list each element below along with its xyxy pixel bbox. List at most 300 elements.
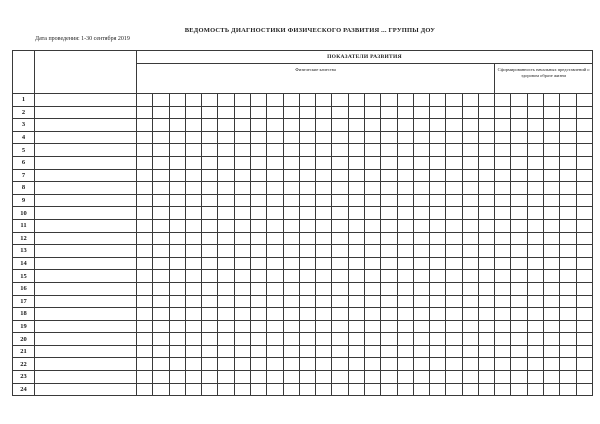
physical-quality-cell[interactable] [348, 94, 364, 107]
physical-quality-cell[interactable] [397, 169, 413, 182]
physical-quality-cell[interactable] [381, 371, 397, 384]
healthy-lifestyle-cell[interactable] [544, 156, 560, 169]
physical-quality-cell[interactable] [218, 219, 234, 232]
physical-quality-cell[interactable] [218, 131, 234, 144]
physical-quality-cell[interactable] [267, 371, 283, 384]
healthy-lifestyle-cell[interactable] [511, 245, 527, 258]
healthy-lifestyle-cell[interactable] [511, 270, 527, 283]
physical-quality-cell[interactable] [283, 219, 299, 232]
physical-quality-cell[interactable] [478, 257, 494, 270]
healthy-lifestyle-cell[interactable] [560, 245, 576, 258]
physical-quality-cell[interactable] [316, 207, 332, 220]
physical-quality-cell[interactable] [397, 207, 413, 220]
healthy-lifestyle-cell[interactable] [511, 320, 527, 333]
physical-quality-cell[interactable] [218, 144, 234, 157]
physical-quality-cell[interactable] [348, 320, 364, 333]
physical-quality-cell[interactable] [137, 245, 153, 258]
healthy-lifestyle-cell[interactable] [560, 257, 576, 270]
physical-quality-cell[interactable] [234, 358, 250, 371]
physical-quality-cell[interactable] [332, 358, 348, 371]
physical-quality-cell[interactable] [413, 345, 429, 358]
healthy-lifestyle-cell[interactable] [560, 345, 576, 358]
physical-quality-cell[interactable] [316, 131, 332, 144]
physical-quality-cell[interactable] [413, 333, 429, 346]
healthy-lifestyle-cell[interactable] [511, 94, 527, 107]
physical-quality-cell[interactable] [430, 219, 446, 232]
physical-quality-cell[interactable] [478, 371, 494, 384]
physical-quality-cell[interactable] [381, 131, 397, 144]
physical-quality-cell[interactable] [462, 131, 478, 144]
physical-quality-cell[interactable] [381, 219, 397, 232]
physical-quality-cell[interactable] [202, 131, 218, 144]
physical-quality-cell[interactable] [137, 156, 153, 169]
physical-quality-cell[interactable] [332, 182, 348, 195]
physical-quality-cell[interactable] [202, 257, 218, 270]
physical-quality-cell[interactable] [153, 106, 169, 119]
physical-quality-cell[interactable] [462, 207, 478, 220]
physical-quality-cell[interactable] [381, 383, 397, 396]
healthy-lifestyle-cell[interactable] [495, 156, 511, 169]
physical-quality-cell[interactable] [234, 345, 250, 358]
physical-quality-cell[interactable] [267, 245, 283, 258]
physical-quality-cell[interactable] [348, 383, 364, 396]
healthy-lifestyle-cell[interactable] [495, 371, 511, 384]
healthy-lifestyle-cell[interactable] [527, 295, 543, 308]
physical-quality-cell[interactable] [137, 131, 153, 144]
physical-quality-cell[interactable] [413, 219, 429, 232]
physical-quality-cell[interactable] [397, 345, 413, 358]
physical-quality-cell[interactable] [250, 358, 266, 371]
healthy-lifestyle-cell[interactable] [560, 383, 576, 396]
physical-quality-cell[interactable] [430, 270, 446, 283]
healthy-lifestyle-cell[interactable] [576, 119, 592, 132]
physical-quality-cell[interactable] [430, 358, 446, 371]
child-name-cell[interactable] [35, 156, 137, 169]
physical-quality-cell[interactable] [332, 308, 348, 321]
physical-quality-cell[interactable] [478, 182, 494, 195]
physical-quality-cell[interactable] [462, 182, 478, 195]
physical-quality-cell[interactable] [299, 270, 315, 283]
physical-quality-cell[interactable] [283, 333, 299, 346]
physical-quality-cell[interactable] [137, 282, 153, 295]
physical-quality-cell[interactable] [299, 358, 315, 371]
physical-quality-cell[interactable] [364, 308, 380, 321]
physical-quality-cell[interactable] [397, 119, 413, 132]
physical-quality-cell[interactable] [250, 106, 266, 119]
healthy-lifestyle-cell[interactable] [544, 131, 560, 144]
physical-quality-cell[interactable] [430, 383, 446, 396]
physical-quality-cell[interactable] [332, 219, 348, 232]
physical-quality-cell[interactable] [381, 194, 397, 207]
physical-quality-cell[interactable] [381, 245, 397, 258]
physical-quality-cell[interactable] [153, 232, 169, 245]
physical-quality-cell[interactable] [234, 156, 250, 169]
physical-quality-cell[interactable] [218, 345, 234, 358]
physical-quality-cell[interactable] [267, 282, 283, 295]
physical-quality-cell[interactable] [478, 169, 494, 182]
physical-quality-cell[interactable] [250, 119, 266, 132]
physical-quality-cell[interactable] [299, 383, 315, 396]
physical-quality-cell[interactable] [446, 308, 462, 321]
physical-quality-cell[interactable] [478, 119, 494, 132]
physical-quality-cell[interactable] [478, 282, 494, 295]
healthy-lifestyle-cell[interactable] [495, 232, 511, 245]
healthy-lifestyle-cell[interactable] [560, 371, 576, 384]
physical-quality-cell[interactable] [169, 131, 185, 144]
healthy-lifestyle-cell[interactable] [495, 106, 511, 119]
physical-quality-cell[interactable] [299, 219, 315, 232]
physical-quality-cell[interactable] [348, 106, 364, 119]
child-name-cell[interactable] [35, 383, 137, 396]
physical-quality-cell[interactable] [169, 94, 185, 107]
physical-quality-cell[interactable] [250, 182, 266, 195]
physical-quality-cell[interactable] [413, 358, 429, 371]
physical-quality-cell[interactable] [413, 383, 429, 396]
physical-quality-cell[interactable] [397, 106, 413, 119]
healthy-lifestyle-cell[interactable] [576, 131, 592, 144]
healthy-lifestyle-cell[interactable] [527, 182, 543, 195]
physical-quality-cell[interactable] [234, 232, 250, 245]
physical-quality-cell[interactable] [218, 358, 234, 371]
physical-quality-cell[interactable] [250, 333, 266, 346]
physical-quality-cell[interactable] [267, 295, 283, 308]
physical-quality-cell[interactable] [185, 169, 201, 182]
physical-quality-cell[interactable] [462, 295, 478, 308]
physical-quality-cell[interactable] [364, 119, 380, 132]
physical-quality-cell[interactable] [316, 282, 332, 295]
physical-quality-cell[interactable] [332, 131, 348, 144]
physical-quality-cell[interactable] [267, 320, 283, 333]
healthy-lifestyle-cell[interactable] [527, 219, 543, 232]
physical-quality-cell[interactable] [348, 371, 364, 384]
healthy-lifestyle-cell[interactable] [544, 219, 560, 232]
physical-quality-cell[interactable] [397, 194, 413, 207]
physical-quality-cell[interactable] [250, 320, 266, 333]
physical-quality-cell[interactable] [185, 106, 201, 119]
physical-quality-cell[interactable] [430, 119, 446, 132]
physical-quality-cell[interactable] [185, 182, 201, 195]
healthy-lifestyle-cell[interactable] [544, 245, 560, 258]
physical-quality-cell[interactable] [153, 295, 169, 308]
physical-quality-cell[interactable] [202, 169, 218, 182]
physical-quality-cell[interactable] [332, 345, 348, 358]
physical-quality-cell[interactable] [478, 320, 494, 333]
healthy-lifestyle-cell[interactable] [576, 320, 592, 333]
physical-quality-cell[interactable] [234, 219, 250, 232]
physical-quality-cell[interactable] [299, 182, 315, 195]
physical-quality-cell[interactable] [397, 257, 413, 270]
physical-quality-cell[interactable] [202, 282, 218, 295]
physical-quality-cell[interactable] [381, 257, 397, 270]
physical-quality-cell[interactable] [348, 308, 364, 321]
physical-quality-cell[interactable] [364, 320, 380, 333]
physical-quality-cell[interactable] [413, 182, 429, 195]
healthy-lifestyle-cell[interactable] [544, 194, 560, 207]
physical-quality-cell[interactable] [348, 232, 364, 245]
physical-quality-cell[interactable] [169, 219, 185, 232]
physical-quality-cell[interactable] [283, 119, 299, 132]
physical-quality-cell[interactable] [299, 245, 315, 258]
physical-quality-cell[interactable] [169, 282, 185, 295]
healthy-lifestyle-cell[interactable] [544, 232, 560, 245]
physical-quality-cell[interactable] [381, 308, 397, 321]
physical-quality-cell[interactable] [234, 308, 250, 321]
healthy-lifestyle-cell[interactable] [511, 282, 527, 295]
physical-quality-cell[interactable] [137, 144, 153, 157]
physical-quality-cell[interactable] [218, 257, 234, 270]
physical-quality-cell[interactable] [283, 257, 299, 270]
physical-quality-cell[interactable] [250, 219, 266, 232]
physical-quality-cell[interactable] [316, 94, 332, 107]
physical-quality-cell[interactable] [299, 232, 315, 245]
physical-quality-cell[interactable] [332, 257, 348, 270]
physical-quality-cell[interactable] [316, 106, 332, 119]
physical-quality-cell[interactable] [381, 295, 397, 308]
healthy-lifestyle-cell[interactable] [527, 333, 543, 346]
physical-quality-cell[interactable] [413, 295, 429, 308]
physical-quality-cell[interactable] [413, 119, 429, 132]
physical-quality-cell[interactable] [332, 282, 348, 295]
physical-quality-cell[interactable] [185, 371, 201, 384]
physical-quality-cell[interactable] [381, 207, 397, 220]
physical-quality-cell[interactable] [283, 308, 299, 321]
physical-quality-cell[interactable] [299, 320, 315, 333]
physical-quality-cell[interactable] [478, 156, 494, 169]
physical-quality-cell[interactable] [283, 182, 299, 195]
physical-quality-cell[interactable] [446, 194, 462, 207]
physical-quality-cell[interactable] [397, 371, 413, 384]
healthy-lifestyle-cell[interactable] [576, 295, 592, 308]
physical-quality-cell[interactable] [381, 358, 397, 371]
physical-quality-cell[interactable] [153, 383, 169, 396]
physical-quality-cell[interactable] [397, 245, 413, 258]
physical-quality-cell[interactable] [430, 207, 446, 220]
physical-quality-cell[interactable] [202, 156, 218, 169]
healthy-lifestyle-cell[interactable] [544, 207, 560, 220]
physical-quality-cell[interactable] [413, 257, 429, 270]
physical-quality-cell[interactable] [446, 169, 462, 182]
physical-quality-cell[interactable] [137, 371, 153, 384]
child-name-cell[interactable] [35, 358, 137, 371]
physical-quality-cell[interactable] [413, 282, 429, 295]
healthy-lifestyle-cell[interactable] [495, 270, 511, 283]
physical-quality-cell[interactable] [185, 345, 201, 358]
physical-quality-cell[interactable] [332, 94, 348, 107]
physical-quality-cell[interactable] [462, 106, 478, 119]
physical-quality-cell[interactable] [283, 144, 299, 157]
healthy-lifestyle-cell[interactable] [576, 94, 592, 107]
physical-quality-cell[interactable] [332, 383, 348, 396]
physical-quality-cell[interactable] [364, 194, 380, 207]
physical-quality-cell[interactable] [332, 245, 348, 258]
physical-quality-cell[interactable] [137, 270, 153, 283]
physical-quality-cell[interactable] [430, 156, 446, 169]
child-name-cell[interactable] [35, 106, 137, 119]
physical-quality-cell[interactable] [234, 207, 250, 220]
physical-quality-cell[interactable] [185, 295, 201, 308]
physical-quality-cell[interactable] [218, 232, 234, 245]
physical-quality-cell[interactable] [462, 144, 478, 157]
physical-quality-cell[interactable] [446, 94, 462, 107]
physical-quality-cell[interactable] [283, 358, 299, 371]
physical-quality-cell[interactable] [137, 207, 153, 220]
physical-quality-cell[interactable] [413, 194, 429, 207]
physical-quality-cell[interactable] [267, 144, 283, 157]
physical-quality-cell[interactable] [137, 232, 153, 245]
physical-quality-cell[interactable] [299, 106, 315, 119]
physical-quality-cell[interactable] [364, 131, 380, 144]
healthy-lifestyle-cell[interactable] [511, 207, 527, 220]
healthy-lifestyle-cell[interactable] [495, 383, 511, 396]
physical-quality-cell[interactable] [348, 182, 364, 195]
physical-quality-cell[interactable] [430, 345, 446, 358]
physical-quality-cell[interactable] [267, 106, 283, 119]
physical-quality-cell[interactable] [250, 383, 266, 396]
physical-quality-cell[interactable] [332, 144, 348, 157]
physical-quality-cell[interactable] [316, 257, 332, 270]
physical-quality-cell[interactable] [137, 358, 153, 371]
physical-quality-cell[interactable] [185, 119, 201, 132]
physical-quality-cell[interactable] [185, 245, 201, 258]
physical-quality-cell[interactable] [332, 169, 348, 182]
physical-quality-cell[interactable] [462, 333, 478, 346]
physical-quality-cell[interactable] [332, 270, 348, 283]
physical-quality-cell[interactable] [185, 308, 201, 321]
physical-quality-cell[interactable] [137, 119, 153, 132]
physical-quality-cell[interactable] [234, 295, 250, 308]
physical-quality-cell[interactable] [478, 383, 494, 396]
physical-quality-cell[interactable] [218, 333, 234, 346]
healthy-lifestyle-cell[interactable] [576, 333, 592, 346]
physical-quality-cell[interactable] [462, 308, 478, 321]
physical-quality-cell[interactable] [397, 182, 413, 195]
physical-quality-cell[interactable] [267, 156, 283, 169]
physical-quality-cell[interactable] [218, 169, 234, 182]
physical-quality-cell[interactable] [478, 207, 494, 220]
physical-quality-cell[interactable] [218, 182, 234, 195]
healthy-lifestyle-cell[interactable] [527, 144, 543, 157]
physical-quality-cell[interactable] [430, 308, 446, 321]
healthy-lifestyle-cell[interactable] [495, 169, 511, 182]
physical-quality-cell[interactable] [478, 144, 494, 157]
physical-quality-cell[interactable] [316, 169, 332, 182]
physical-quality-cell[interactable] [446, 371, 462, 384]
physical-quality-cell[interactable] [364, 144, 380, 157]
healthy-lifestyle-cell[interactable] [560, 320, 576, 333]
physical-quality-cell[interactable] [430, 144, 446, 157]
healthy-lifestyle-cell[interactable] [576, 358, 592, 371]
physical-quality-cell[interactable] [185, 320, 201, 333]
physical-quality-cell[interactable] [169, 295, 185, 308]
physical-quality-cell[interactable] [283, 345, 299, 358]
physical-quality-cell[interactable] [364, 207, 380, 220]
healthy-lifestyle-cell[interactable] [576, 219, 592, 232]
physical-quality-cell[interactable] [169, 358, 185, 371]
physical-quality-cell[interactable] [137, 219, 153, 232]
healthy-lifestyle-cell[interactable] [560, 358, 576, 371]
healthy-lifestyle-cell[interactable] [560, 194, 576, 207]
child-name-cell[interactable] [35, 371, 137, 384]
physical-quality-cell[interactable] [299, 345, 315, 358]
physical-quality-cell[interactable] [169, 333, 185, 346]
physical-quality-cell[interactable] [430, 245, 446, 258]
physical-quality-cell[interactable] [478, 333, 494, 346]
healthy-lifestyle-cell[interactable] [511, 257, 527, 270]
physical-quality-cell[interactable] [397, 232, 413, 245]
physical-quality-cell[interactable] [462, 320, 478, 333]
healthy-lifestyle-cell[interactable] [560, 232, 576, 245]
physical-quality-cell[interactable] [218, 245, 234, 258]
child-name-cell[interactable] [35, 282, 137, 295]
physical-quality-cell[interactable] [316, 232, 332, 245]
physical-quality-cell[interactable] [462, 94, 478, 107]
physical-quality-cell[interactable] [267, 182, 283, 195]
physical-quality-cell[interactable] [202, 295, 218, 308]
physical-quality-cell[interactable] [397, 295, 413, 308]
physical-quality-cell[interactable] [299, 194, 315, 207]
physical-quality-cell[interactable] [267, 94, 283, 107]
physical-quality-cell[interactable] [218, 119, 234, 132]
healthy-lifestyle-cell[interactable] [560, 270, 576, 283]
physical-quality-cell[interactable] [250, 245, 266, 258]
physical-quality-cell[interactable] [202, 333, 218, 346]
physical-quality-cell[interactable] [218, 308, 234, 321]
physical-quality-cell[interactable] [234, 169, 250, 182]
physical-quality-cell[interactable] [169, 320, 185, 333]
physical-quality-cell[interactable] [348, 119, 364, 132]
physical-quality-cell[interactable] [299, 333, 315, 346]
physical-quality-cell[interactable] [202, 383, 218, 396]
physical-quality-cell[interactable] [153, 270, 169, 283]
physical-quality-cell[interactable] [153, 94, 169, 107]
physical-quality-cell[interactable] [381, 156, 397, 169]
physical-quality-cell[interactable] [137, 320, 153, 333]
physical-quality-cell[interactable] [169, 144, 185, 157]
physical-quality-cell[interactable] [250, 308, 266, 321]
physical-quality-cell[interactable] [283, 295, 299, 308]
physical-quality-cell[interactable] [397, 333, 413, 346]
healthy-lifestyle-cell[interactable] [544, 270, 560, 283]
healthy-lifestyle-cell[interactable] [527, 131, 543, 144]
physical-quality-cell[interactable] [202, 182, 218, 195]
healthy-lifestyle-cell[interactable] [560, 219, 576, 232]
physical-quality-cell[interactable] [202, 245, 218, 258]
physical-quality-cell[interactable] [430, 194, 446, 207]
physical-quality-cell[interactable] [381, 94, 397, 107]
child-name-cell[interactable] [35, 119, 137, 132]
healthy-lifestyle-cell[interactable] [576, 371, 592, 384]
physical-quality-cell[interactable] [153, 156, 169, 169]
physical-quality-cell[interactable] [430, 257, 446, 270]
physical-quality-cell[interactable] [299, 131, 315, 144]
physical-quality-cell[interactable] [430, 106, 446, 119]
healthy-lifestyle-cell[interactable] [495, 320, 511, 333]
physical-quality-cell[interactable] [348, 144, 364, 157]
physical-quality-cell[interactable] [267, 383, 283, 396]
physical-quality-cell[interactable] [397, 320, 413, 333]
physical-quality-cell[interactable] [185, 270, 201, 283]
physical-quality-cell[interactable] [332, 295, 348, 308]
physical-quality-cell[interactable] [202, 106, 218, 119]
child-name-cell[interactable] [35, 144, 137, 157]
physical-quality-cell[interactable] [348, 156, 364, 169]
physical-quality-cell[interactable] [430, 320, 446, 333]
healthy-lifestyle-cell[interactable] [495, 308, 511, 321]
physical-quality-cell[interactable] [446, 282, 462, 295]
physical-quality-cell[interactable] [446, 106, 462, 119]
physical-quality-cell[interactable] [446, 232, 462, 245]
healthy-lifestyle-cell[interactable] [544, 169, 560, 182]
